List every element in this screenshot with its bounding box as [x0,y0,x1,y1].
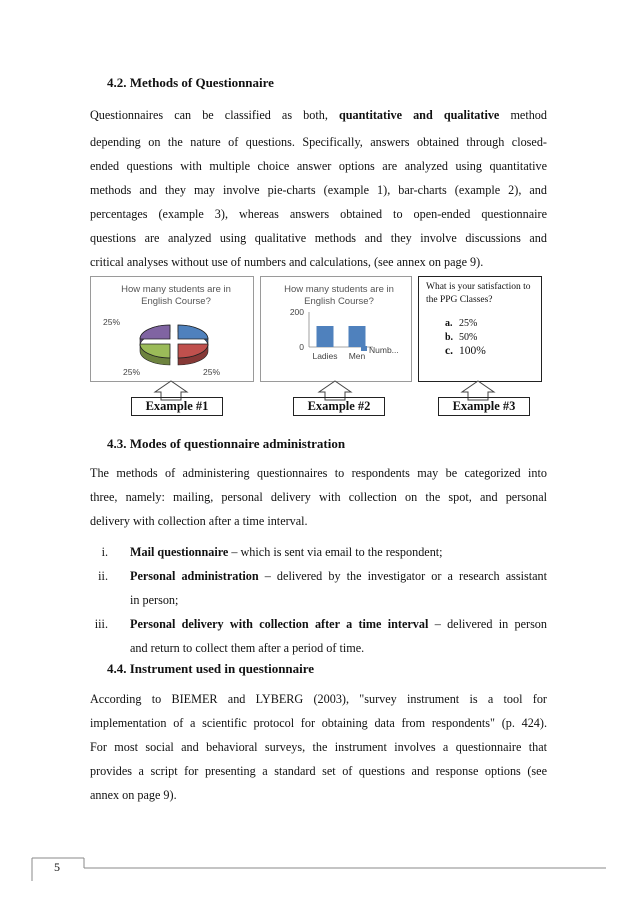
legend-label: Numb... [369,345,399,355]
x-tick-label: Men [348,351,366,361]
pie-slice [140,325,170,339]
list-number: ii. [98,569,108,583]
paragraph-line: delivery with collection after a time interval. [90,514,308,528]
list-item: Personal administration – delivered by the investigator or a research assistant [130,569,547,583]
pie-label-bottom-left: 25% [123,367,141,377]
survey-box [418,276,542,382]
y-tick-label: 0 [299,342,304,352]
survey-option: a. 25% [445,318,478,329]
paragraph-line: According to BIEMER and LYBERG (2003), "survey instrument is a tool for [90,692,547,706]
paragraph-line: The methods of administering questionnaires to respondents may be categorized into [90,466,547,480]
example-2-label: Example #2 [293,397,385,416]
footer-rule [0,852,638,882]
example-3-label: Example #3 [438,397,530,416]
example-1-label: Example #1 [131,397,223,416]
section-4-3-heading: 4.3. Modes of questionnaire administration [107,436,346,451]
survey-option: c. 100% [445,345,486,357]
pie-chart-svg [129,321,219,373]
paragraph-line: methods and they may involve pie-charts (example 1), bar-charts (example 2), and [90,183,547,197]
paragraph-line: ended questions with multiple choice answer options are analyzed using quantitative [90,159,547,173]
paragraph-line: critical analyses without use of numbers and calculations, (see annex on page 9). [90,255,484,269]
pie-chart-title: How many students are in English Course? [121,284,231,307]
section-4-2-heading: 4.2. Methods of Questionnaire [107,75,274,90]
paragraph-line: depending on the nature of questions. Specifically, answers obtained through closed- [90,135,547,149]
paragraph-line: percentages (example 3), whereas answers obtained to open-ended questionnaire [90,207,547,221]
pie-chart-box [90,276,254,382]
pie-slice [178,325,208,339]
list-item: Mail questionnaire – which is sent via email to the respondent; [130,545,443,559]
bar-chart-svg [261,277,411,381]
list-item-continuation: and return to collect them after a period of time. [130,641,365,655]
pie-label-bottom-right: 25% [203,367,221,377]
paragraph-line: provides a script for presenting a standard set of questions and response options (see [90,764,547,778]
y-tick-label: 200 [289,307,304,317]
bar [349,326,366,347]
list-number: i. [101,545,108,559]
list-number: iii. [94,617,108,631]
x-tick-label: Ladies [312,351,338,361]
paragraph-line: questions are analyzed using qualitative methods and they involve discussions and [90,231,547,245]
bar-chart-title: How many students are in English Course? [284,284,394,307]
legend-swatch [361,346,367,351]
paragraph-line: Questionnaires can be classified as both, quantitative and qualitative method [90,108,547,122]
paragraph-line: implementation of a scientific protocol for obtaining data from respondents" (p. 424). [90,716,547,730]
bar [317,326,334,347]
page-number: 5 [54,860,60,874]
section-4-4-heading: 4.4. Instrument used in questionnaire [107,661,315,676]
bar-chart-box [260,276,412,382]
paragraph-line: annex on page 9). [90,788,177,802]
list-item-continuation: in person; [130,593,179,607]
pie-label-top: 25% [103,317,121,327]
paragraph-line: For most social and behavioral surveys, the instrument involves a questionnaire that [90,740,547,754]
list-item: Personal delivery with collection after a time interval – delivered in person [130,617,547,631]
survey-option: b. 50% [445,332,478,343]
paragraph-line: three, namely: mailing, personal delivery with collection on the spot, and personal [90,490,547,504]
survey-question: What is your satisfaction to the PPG Classes? [426,282,531,305]
